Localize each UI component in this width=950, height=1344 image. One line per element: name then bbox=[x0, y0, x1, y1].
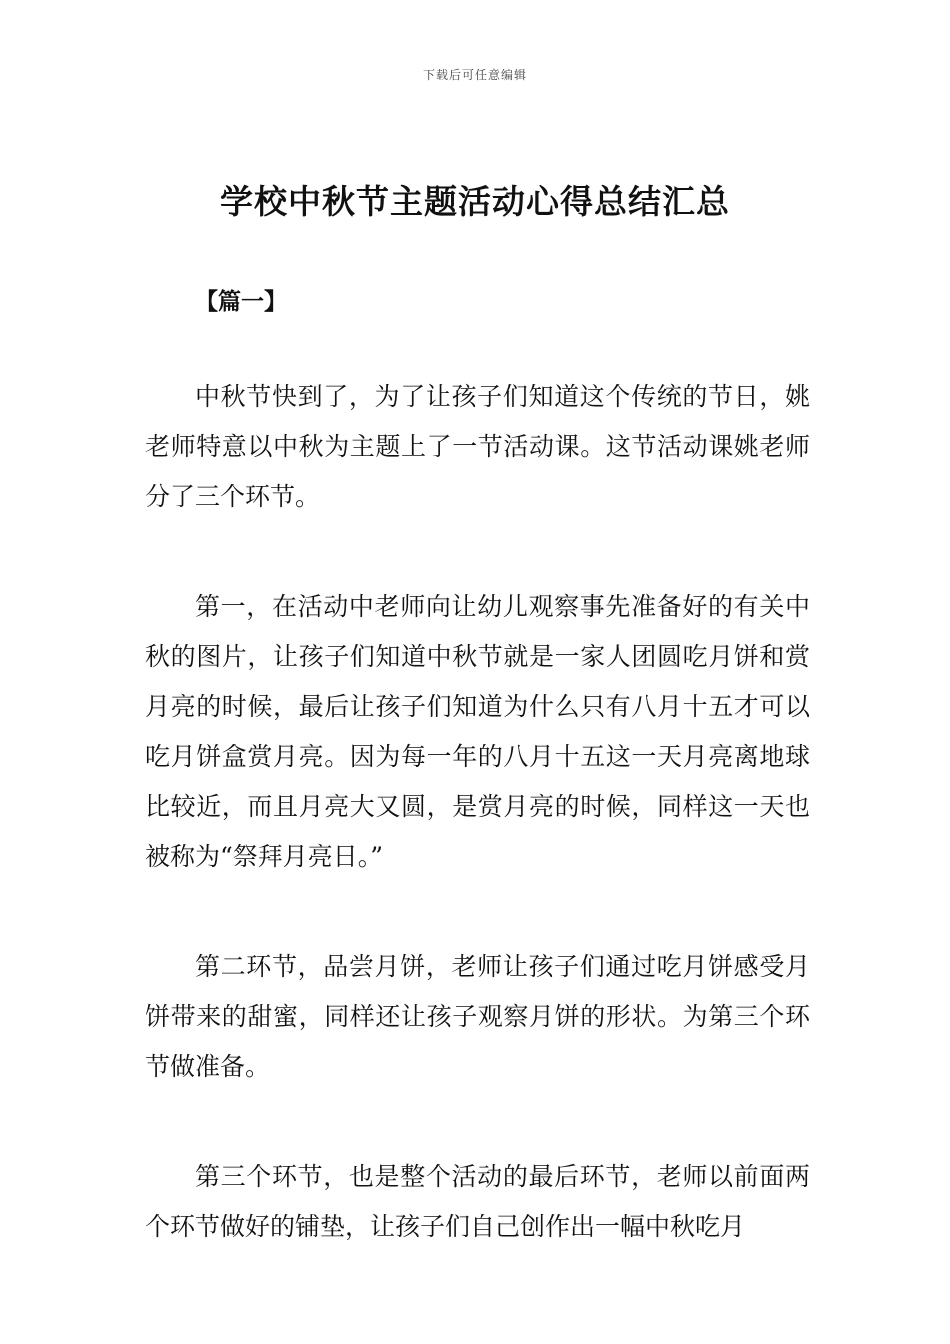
header-note: 下载后可任意编辑 bbox=[422, 68, 527, 82]
document-title: 学校中秋节主题活动心得总结汇总 bbox=[220, 182, 730, 221]
paragraph: 中秋节快到了，为了让孩子们知道这个传统的节日，姚老师特意以中秋为主题上了一节活动课。这节活动课姚老师分了三个环节。 bbox=[145, 382, 810, 511]
paragraph: 第一，在活动中老师向让幼儿观察事先准备好的有关中秋的图片，让孩子们知道中秋节就是一家人团圆吃月饼和赏月亮的时候，最后让孩子们知道为什么只有八月十五才可以吃月饼盒赏月亮。因为每一年的八月十五这一天月亮离地球比较近，而且月亮大又圆，是赏月亮的时候，同样这一天也被称为“祭拜月亮日。” bbox=[145, 592, 810, 871]
paragraph: 第三个环节，也是整个活动的最后环节，老师以前面两个环节做好的铺垫，让孩子们自己创作出一幅中秋吃月 bbox=[145, 1162, 810, 1241]
paragraph: 第二环节，品尝月饼，老师让孩子们通过吃月饼感受月饼带来的甜蜜，同样还让孩子观察月饼的形状。为第三个环节做准备。 bbox=[145, 952, 810, 1081]
section-label: 【篇一】 bbox=[195, 289, 287, 315]
document-body bbox=[145, 372, 810, 1312]
